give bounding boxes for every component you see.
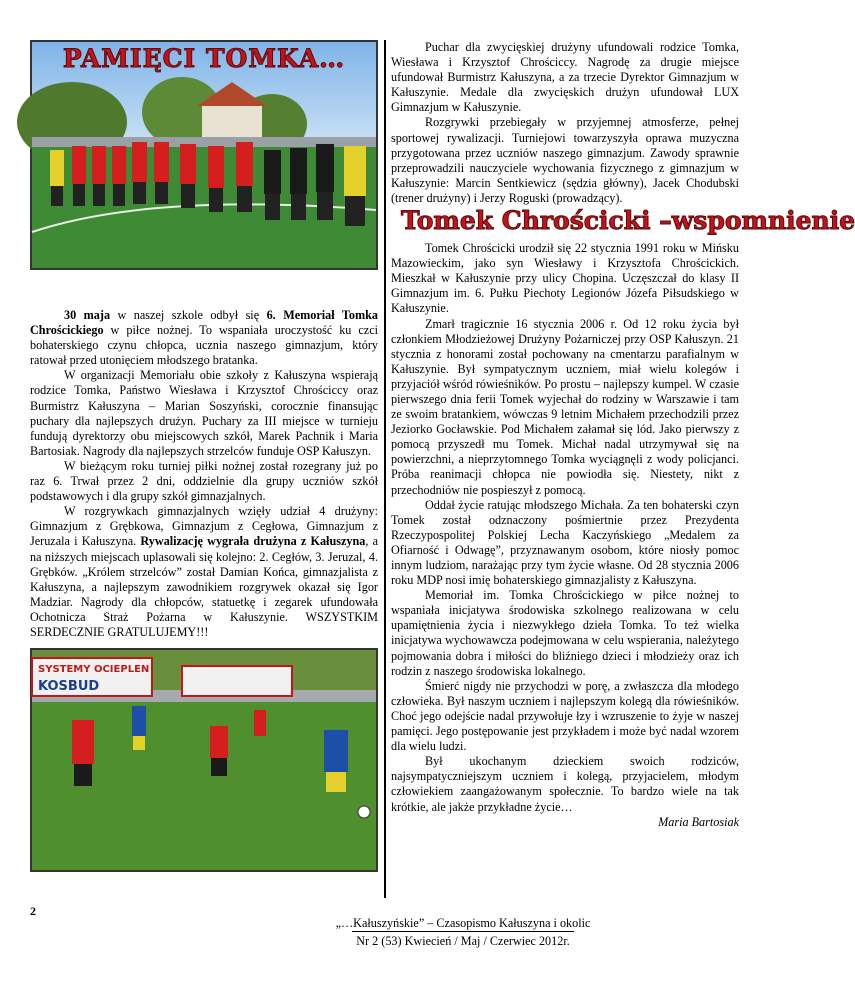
closing-paragraph: Był ukochanym dzieckiem swoich rodziców, najsympatyczniejszym uczniem i kolegą, przyjacielem, młodym człowiekiem zaangażowanym społecznie. To bardzo wiele na tak krótkie, ale jakże przykładne życie… bbox=[391, 754, 739, 814]
results-text-b: , a na niższych miejscach uplasowali się kolejno: 2. Cegłów, 3. Jeruzal, 4. Grębków. „Królem strzelców” został Damian Końca, gimnazjalista z Kałuszyna, a najlepszym zawodnikiem rozgrywek okazał się Igor Madziar. Nagrody dla chłopców, statuetkę i zegarek ufundowała Ochotnicza Straż Pożarna w Kałuszynie. WSZYSTKIM SERDECZNIE GRATULUJEMY!!! bbox=[30, 534, 379, 639]
team-photo bbox=[30, 40, 378, 270]
footer-issue: Nr 2 (53) Kwiecień / Maj / Czerwiec 2012r. bbox=[352, 931, 574, 949]
memorial-intro-text-b: w piłce nożnej. To wspaniała uroczystość ku czci bohaterskiego czynu chłopca, ucznia naszego gimnazjum, który ratował przed utonięciem młodszego bratanka. bbox=[30, 323, 378, 368]
team-photo-illustration bbox=[32, 42, 376, 268]
banner-text-2: KOSBUD bbox=[38, 679, 100, 695]
memorial-event-name: 6. Memoriał Tomka Chrościckiego bbox=[30, 308, 379, 338]
results-text-a: W rozgrywkach gimnazjalnych wzięły udział 4 drużyny: Gimnazjum z Grębkowa, Gimnazjum z Cegłowa, Gimnazjum z Jeruzala i Kałuszyna. bbox=[30, 504, 378, 549]
page-number: 2 bbox=[30, 904, 36, 918]
trophies-paragraph: Puchar dla zwycięskiej drużyny ufundowali rodzice Tomka, Wiesława i Krzysztof Chrościccy. Nagrodę za drugie miejsce ufundował Burmistrz Kałuszyna, a za trzecie Dyrektor Gimnazjum w Kałuszynie. Medale dla zwycięskich drużyn ufundował LUX Gimnazjum w Kałuszynie. bbox=[391, 40, 739, 115]
page-footer bbox=[228, 916, 698, 949]
organizers-paragraph: W organizacji Memoriału obie szkoły z Kałuszyna wspierają rodzice Tomka, Państwo Wiesława i Krzysztof Chrościccy oraz Burmistrz Kałuszyna – Marian Soszyński, corocznie finansując puchary dla najlepszych drużyn. Puchary za III miejsce w turnieju fundują dyrektorzy obu miejscowych szkół, Marek Pachnik i Maria Bartosiak. Nagrody dla najlepszych strzelców funduje OSP Kałuszyn. bbox=[30, 368, 378, 458]
footer-publication: „…Kałuszyńskie” – Czasopismo Kałuszyna i okolic bbox=[335, 916, 591, 930]
results-winner: Rywalizację wygrała drużyna z Kałuszyna bbox=[140, 534, 366, 549]
memoir-heading: Tomek Chrościcki –wspomnienie bbox=[401, 206, 855, 236]
memory-paragraph: Śmierć nigdy nie przychodzi w porę, a zwłaszcza dla młodego człowieka. Był naszym uczniem i najlepszym kolegą dla rówieśników. Choć jego odejście nadal przywołuje łzy i wzruszenie to żyje w naszej pamięci. Jego postępowanie jest przykładem i może być nadal wzorem dla wielu ludzi. bbox=[391, 678, 739, 754]
results-paragraph bbox=[30, 504, 378, 640]
atmosphere-paragraph: Rozgrywki przebiegały w przyjemnej atmosferze, pełnej sportowej rywalizacji. Turniejowi towarzyszyła oprawa muzyczna przygotowana przez uczniów naszego gimnazjum. Zawody sprawnie przeprowadzili nauczyciele wychowania fizycznego z gimnazjum w Kałuszynie: Marcin Sentkiewicz (sędzia główny), Jacek Chodubski (trener drużyny) i Jerzy Roguski (prowadzący). bbox=[391, 115, 739, 205]
column-divider bbox=[384, 40, 386, 898]
award-paragraph: Oddał życie ratując młodszego Michała. Za ten bohaterski czyn Tomek został odznaczony pośmiertnie przez Prezydenta Rzeczypospolitej Polskiej Lecha Kaczyńskiego „Medalem za Ofiarność i Odwagę”, przyznawanym osobom, które niosły pomoc innym ludziom, narażając przy tym życie własne. Od 28 stycznia 2006 roku MDP nosi imię bohaterskiego gimnazjalisty z Kałuszyna. bbox=[391, 497, 739, 588]
match-photo bbox=[30, 648, 378, 872]
memorial-intro-text-a: w naszej szkole odbył się bbox=[110, 308, 267, 322]
match-photo-illustration bbox=[32, 650, 376, 870]
memorial-intro-paragraph bbox=[30, 308, 378, 368]
left-column bbox=[30, 40, 378, 872]
memorial-date: 30 maja bbox=[64, 308, 111, 322]
photo-title: PAMIĘCI TOMKA… bbox=[62, 44, 346, 73]
biography-paragraph: Tomek Chrościcki urodził się 22 stycznia 1991 roku w Mińsku Mazowieckim, jako syn Wiesławy i Krzysztofa Chrościckich. Mieszkał w Kałuszynie przy ulicy Chopina. Uczęszczał do klasy II Gimnazjum im. 6. Pułku Piechoty Legionów Józefa Piłsudskiego w Kałuszynie. bbox=[391, 241, 739, 316]
initiative-paragraph: Memoriał im. Tomka Chrościckiego w piłce nożnej to wspaniała inicjatywa środowiska szkolnego realizowana w celu upamiętnienia życia i niezwykłego dzieła Tomka. To też wielka inicjatywa wychowawcza podejmowana w celu wspierania, należytego pojmowania dobra i miłości do bliźniego dzieci i młodzieży oraz ich rodzin z naszego środowiska lokalnego. bbox=[391, 588, 739, 678]
banner-text-1: SYSTEMY OCIEPLEN bbox=[38, 664, 150, 676]
right-column bbox=[391, 40, 855, 830]
tournament-paragraph: W bieżącym roku turniej piłki nożnej został rozegrany już po raz 6. Trwał przez 2 dni, oddzielnie dla grupy uczniów szkół podstawowych i dla grupy szkół gimnazjalnych. bbox=[30, 458, 378, 504]
author-signature: Maria Bartosiak bbox=[658, 814, 739, 829]
tragedy-paragraph: Zmarł tragicznie 16 stycznia 2006 r. Od 12 roku życia był członkiem Młodzieżowej Drużyny Pożarniczej przy OSP Kałuszyn. 21 stycznia z honorami został pochowany na cmentarzu parafialnym w Kałuszynie. Był sympatycznym uczniem, miał wielu kolegów i przyjaciół wśród rówieśników. Po prostu – najlepszy kumpel. W czasie pierwszego dnia ferii Tomek wyjechał do rodziny w Warszawie i tam ze swoim bratankiem, wówczas 9 letnim Michałem przechodzili przez Jeziorko Gocławskie. Pod Michałem załamał się lód. Jako pierwszy z pomocą przyszedł mu Tomek. Michał nadal utrzymywał się na powierzchni, a nieprzytomnego Tomka wyciągnęli z wody policjanci. Próba reanimacji chłopca nie powiodła się. Niestety, nikt z przechodniów nie pospieszył z pomocą. bbox=[391, 316, 739, 497]
